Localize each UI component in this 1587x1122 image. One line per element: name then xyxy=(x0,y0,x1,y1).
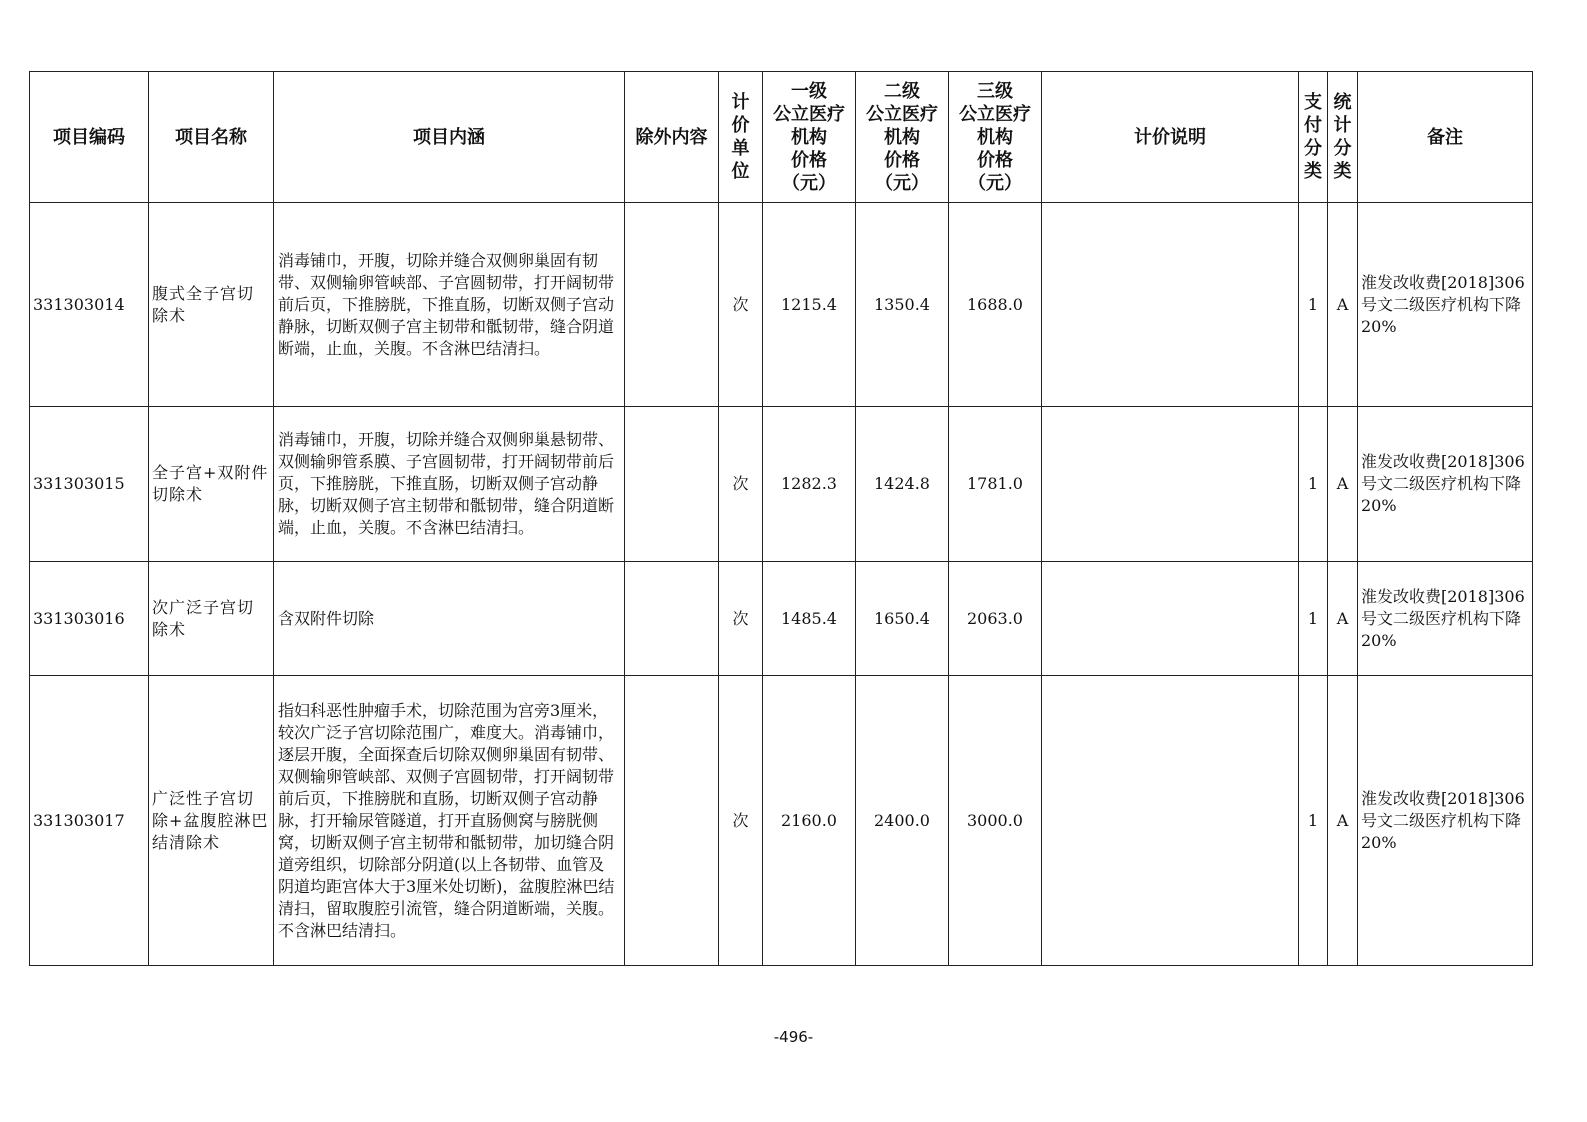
item-unit: 次 xyxy=(719,203,763,407)
header-remark: 备注 xyxy=(1358,72,1533,203)
pricing-table xyxy=(29,71,1533,966)
item-price-level1: 1215.4 xyxy=(763,203,856,407)
item-pricing-note xyxy=(1042,676,1299,966)
item-stat-class: A xyxy=(1328,407,1358,562)
item-name: 次广泛子宫切除术 xyxy=(149,562,274,676)
item-unit: 次 xyxy=(719,676,763,966)
item-content: 指妇科恶性肿瘤手术，切除范围为宫旁3厘米，较次广泛子宫切除范围广，难度大。消毒铺巾，逐层开腹，全面探查后切除双侧卵巢固有韧带、双侧输卵管峡部、双侧子宫圆韧带，打开阔韧带前后页，下推膀胱和直肠，切断双侧子宫动静脉，打开输尿管隧道，打开直肠侧窝与膀胱侧窝，切断双侧子宫主韧带和骶韧带，加切缝合阴道旁组织，切除部分阴道(以上各韧带、血管及阴道均距宫体大于3厘米处切断)，盆腹腔淋巴结清扫，留取腹腔引流管，缝合阴道断端，关腹。不含淋巴结清扫。 xyxy=(274,676,625,966)
header-code: 项目编码 xyxy=(30,72,149,203)
header-name: 项目名称 xyxy=(149,72,274,203)
header-stat-class: 统 计 分 类 xyxy=(1328,72,1358,203)
item-excluded xyxy=(625,407,719,562)
item-payment-class: 1 xyxy=(1299,407,1328,562)
header-level1-price: 一级 公立医疗 机构 价格 （元） xyxy=(763,72,856,203)
item-content: 含双附件切除 xyxy=(274,562,625,676)
item-price-level2: 1424.8 xyxy=(856,407,949,562)
item-unit: 次 xyxy=(719,407,763,562)
item-price-level2: 1350.4 xyxy=(856,203,949,407)
item-price-level3: 3000.0 xyxy=(949,676,1042,966)
item-excluded xyxy=(625,562,719,676)
item-stat-class: A xyxy=(1328,676,1358,966)
item-code: 331303017 xyxy=(30,676,149,966)
item-price-level3: 1688.0 xyxy=(949,203,1042,407)
item-price-level3: 1781.0 xyxy=(949,407,1042,562)
header-pricing-note: 计价说明 xyxy=(1042,72,1299,203)
item-price-level1: 1485.4 xyxy=(763,562,856,676)
item-name: 全子宫+双附件切除术 xyxy=(149,407,274,562)
item-excluded xyxy=(625,676,719,966)
item-pricing-note xyxy=(1042,407,1299,562)
header-content: 项目内涵 xyxy=(274,72,625,203)
item-stat-class: A xyxy=(1328,562,1358,676)
item-name: 广泛性子宫切除+盆腹腔淋巴结清除术 xyxy=(149,676,274,966)
table-header-row xyxy=(30,72,1533,203)
item-pricing-note xyxy=(1042,203,1299,407)
header-excluded: 除外内容 xyxy=(625,72,719,203)
item-content: 消毒铺巾，开腹，切除并缝合双侧卵巢悬韧带、双侧输卵管系膜、子宫圆韧带，打开阔韧带前后页，下推膀胱，下推直肠，切断双侧子宫动静脉，切断双侧子宫主韧带和骶韧带，缝合阴道断端，止血，关腹。不含淋巴结清扫。 xyxy=(274,407,625,562)
item-remark: 淮发改收费[2018]306号文二级医疗机构下降20% xyxy=(1358,407,1533,562)
table-row xyxy=(30,562,1533,676)
item-remark: 淮发改收费[2018]306号文二级医疗机构下降20% xyxy=(1358,562,1533,676)
item-remark: 淮发改收费[2018]306号文二级医疗机构下降20% xyxy=(1358,203,1533,407)
item-payment-class: 1 xyxy=(1299,203,1328,407)
item-payment-class: 1 xyxy=(1299,676,1328,966)
item-price-level2: 1650.4 xyxy=(856,562,949,676)
header-level2-price: 二级 公立医疗 机构 价格 （元） xyxy=(856,72,949,203)
item-code: 331303016 xyxy=(30,562,149,676)
table-row xyxy=(30,407,1533,562)
item-remark: 淮发改收费[2018]306号文二级医疗机构下降20% xyxy=(1358,676,1533,966)
table-row xyxy=(30,203,1533,407)
item-price-level1: 1282.3 xyxy=(763,407,856,562)
item-name: 腹式全子宫切除术 xyxy=(149,203,274,407)
item-code: 331303014 xyxy=(30,203,149,407)
item-price-level2: 2400.0 xyxy=(856,676,949,966)
header-payment-class: 支 付 分 类 xyxy=(1299,72,1328,203)
item-stat-class: A xyxy=(1328,203,1358,407)
item-price-level3: 2063.0 xyxy=(949,562,1042,676)
header-unit: 计 价 单 位 xyxy=(719,72,763,203)
table-row xyxy=(30,676,1533,966)
item-excluded xyxy=(625,203,719,407)
item-payment-class: 1 xyxy=(1299,562,1328,676)
item-code: 331303015 xyxy=(30,407,149,562)
page-number: -496- xyxy=(773,1028,814,1046)
item-content: 消毒铺巾，开腹，切除并缝合双侧卵巢固有韧带、双侧输卵管峡部、子宫圆韧带，打开阔韧带前后页，下推膀胱，下推直肠，切断双侧子宫动静脉，切断双侧子宫主韧带和骶韧带，缝合阴道断端，止血，关腹。不含淋巴结清扫。 xyxy=(274,203,625,407)
item-price-level1: 2160.0 xyxy=(763,676,856,966)
item-unit: 次 xyxy=(719,562,763,676)
header-level3-price: 三级 公立医疗 机构 价格 （元） xyxy=(949,72,1042,203)
item-pricing-note xyxy=(1042,562,1299,676)
